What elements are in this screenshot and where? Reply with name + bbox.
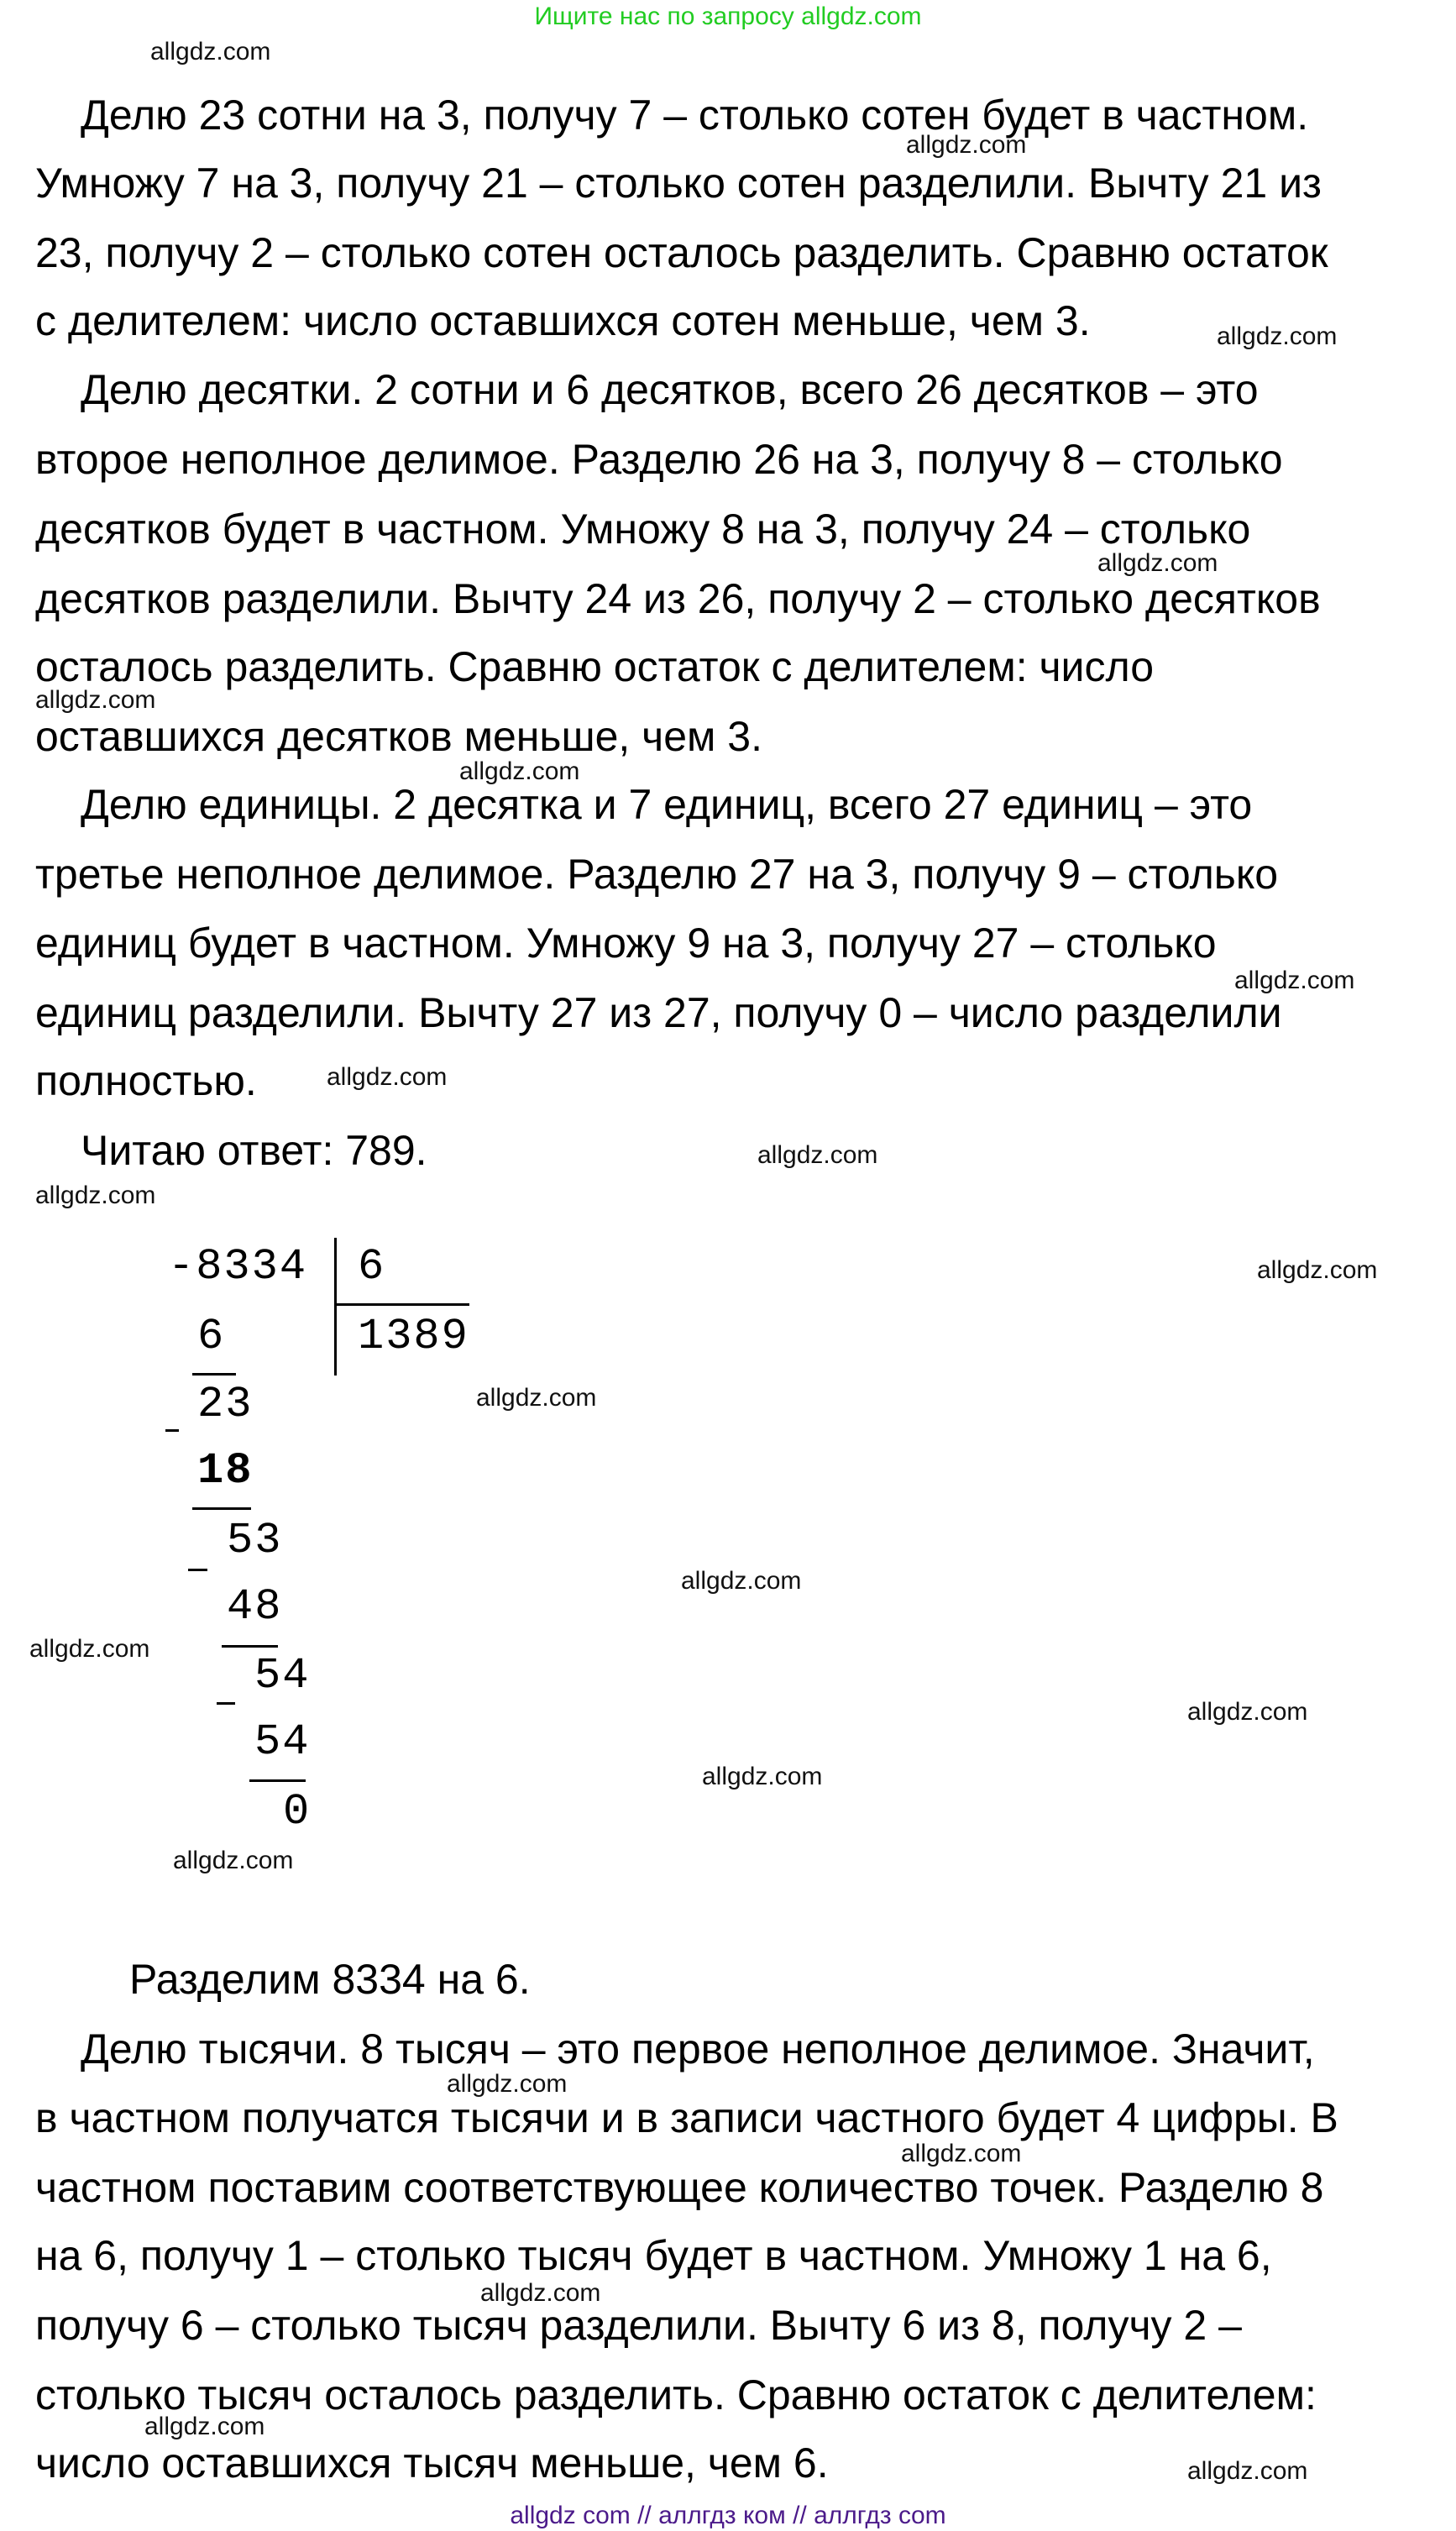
division-step: 53: [227, 1516, 283, 1565]
division-step-line: [192, 1507, 251, 1510]
text-line: частном поставим соответствующее количество точек. Разделю 8: [35, 2164, 1324, 2211]
division-quotient: 1389: [358, 1312, 469, 1361]
text-line: осталось разделить. Сравню остаток с делителем: число: [35, 643, 1155, 690]
text-line: с делителем: число оставшихся сотен меньше, чем 3.: [35, 297, 1091, 344]
division-vertical-line: [334, 1238, 337, 1376]
division-step-line: [192, 1373, 236, 1376]
division-step: 18: [197, 1446, 254, 1496]
text-line: второе неполное делимое. Разделю 26 на 3, получу 8 – столько: [35, 436, 1283, 483]
division-step: 54: [254, 1651, 311, 1700]
division-dividend: -8334: [168, 1242, 308, 1292]
division-step: 6: [197, 1312, 226, 1361]
watermark: allgdz.com: [1187, 2457, 1308, 2485]
text-line: столько тысяч осталось разделить. Сравню остаток с делителем:: [35, 2371, 1317, 2418]
division-remainder: 0: [283, 1787, 312, 1837]
watermark: allgdz.com: [447, 2070, 568, 2098]
watermark: allgdz.com: [327, 1063, 448, 1091]
text-line: третье неполное делимое. Разделю 27 на 3, получу 9 – столько: [35, 851, 1279, 898]
watermark: allgdz.com: [681, 1567, 802, 1595]
text-line: на 6, получу 1 – столько тысяч будет в частном. Умножу 1 на 6,: [35, 2232, 1272, 2279]
text-line: Умножу 7 на 3, получу 21 – столько сотен разделили. Вычту 21 из: [35, 160, 1322, 207]
division-divisor: 6: [358, 1242, 386, 1292]
division-step: 23: [197, 1380, 254, 1429]
text-line: единиц будет в частном. Умножу 9 на 3, получу 27 – столько: [35, 920, 1217, 967]
text-line: Делю десятки. 2 сотни и 6 десятков, всего 26 десятков – это: [81, 366, 1259, 413]
watermark: allgdz.com: [480, 2279, 601, 2307]
watermark: allgdz.com: [35, 1182, 156, 1209]
division-horizontal-line: [335, 1303, 469, 1306]
division-step-line: [222, 1645, 278, 1648]
text-line: число оставшихся тысяч меньше, чем 6.: [35, 2439, 829, 2486]
text-line: 23, получу 2 – столько сотен осталось разделить. Сравню остаток: [35, 229, 1328, 276]
watermark: allgdz.com: [459, 757, 580, 785]
watermark: allgdz.com: [757, 1141, 878, 1169]
watermark: allgdz.com: [1217, 322, 1338, 350]
watermark: allgdz.com: [906, 131, 1027, 159]
text-line: в частном получатся тысячи и в записи частного будет 4 цифры. В: [35, 2094, 1338, 2141]
text-line: Разделим 8334 на 6.: [129, 1956, 531, 2003]
watermark: allgdz.com: [901, 2140, 1022, 2167]
text-line: полностью.: [35, 1057, 257, 1104]
division-step: 48: [227, 1582, 283, 1632]
minus-sign: [217, 1702, 235, 1705]
watermark: allgdz.com: [702, 1763, 823, 1790]
text-line: получу 6 – столько тысяч разделили. Вычту 6 из 8, получу 2 –: [35, 2302, 1242, 2349]
text-line: Делю единицы. 2 десятка и 7 единиц, всего 27 единиц – это: [81, 781, 1253, 828]
answer-line: Читаю ответ: 789.: [81, 1127, 427, 1174]
search-promo-header: Ищите нас по запросу allgdz.com: [534, 3, 922, 30]
watermark: allgdz.com: [35, 686, 156, 714]
watermark: allgdz.com: [1097, 549, 1218, 577]
text-line: Делю тысячи. 8 тысяч – это первое неполное делимое. Значит,: [81, 2025, 1315, 2072]
text-line: Делю 23 сотни на 3, получу 7 – столько сотен будет в частном.: [81, 92, 1309, 139]
division-step-line: [249, 1779, 306, 1782]
watermark: allgdz.com: [150, 38, 271, 66]
watermark: allgdz.com: [1187, 1698, 1308, 1726]
site-footer: allgdz com // аллгдз ком // аллгдз com: [510, 2502, 946, 2529]
division-step: 54: [254, 1717, 311, 1767]
watermark: allgdz.com: [173, 1847, 294, 1874]
watermark: allgdz.com: [29, 1635, 150, 1663]
text-line: оставшихся десятков меньше, чем 3.: [35, 713, 762, 760]
text-line: десятков разделили. Вычту 24 из 26, получу 2 – столько десятков: [35, 575, 1321, 622]
watermark: allgdz.com: [1234, 967, 1355, 994]
minus-sign: [165, 1429, 179, 1432]
minus-sign: [188, 1569, 207, 1571]
text-line: единиц разделили. Вычту 27 из 27, получу 0 – число разделили: [35, 989, 1282, 1036]
watermark: allgdz.com: [476, 1384, 597, 1412]
watermark: allgdz.com: [1257, 1256, 1378, 1284]
watermark: allgdz.com: [144, 2413, 265, 2440]
text-line: десятков будет в частном. Умножу 8 на 3, получу 24 – столько: [35, 506, 1251, 553]
